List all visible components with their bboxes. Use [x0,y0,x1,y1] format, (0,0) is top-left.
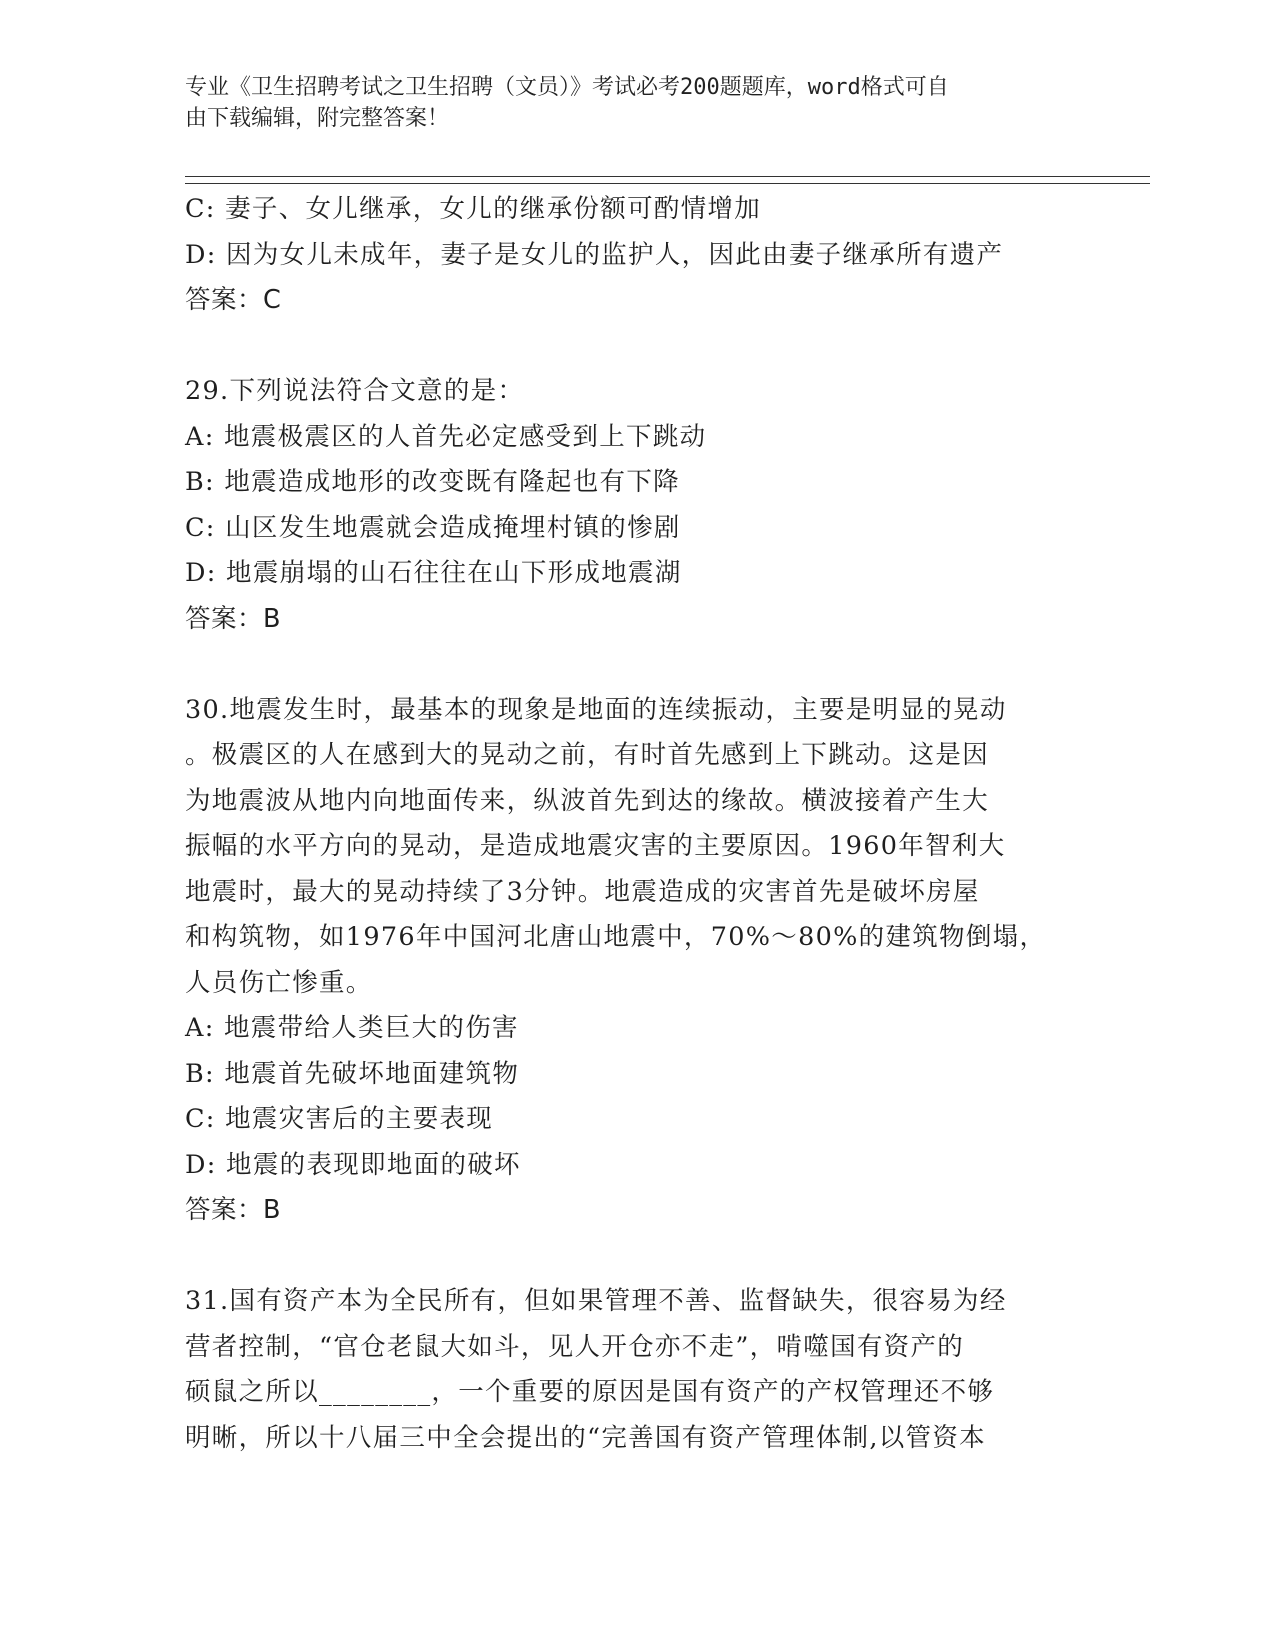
question-31 [185,1279,1065,1461]
option-c: C: 地震灾害后的主要表现 [185,1104,494,1134]
answer-line: 答案：B [185,1195,281,1225]
question-stem [185,1279,1065,1461]
stem-line: 为地震波从地内向地面传来，纵波首先到达的缘故。横波接着产生大 [185,785,990,816]
option-a: A: 地震带给人类巨大的伤害 [185,1013,519,1043]
option-d: D: 地震的表现即地面的破坏 [185,1149,521,1180]
option-a: A: 地震极震区的人首先必定感受到上下跳动 [185,421,707,452]
header-divider-bottom [185,183,1150,184]
option-d: D: 因为女儿未成年，妻子是女儿的监护人，因此由妻子继承所有遗产 [185,239,1004,270]
header-line-1: 专业《卫生招聘考试之卫生招聘（文员）》考试必考200题题库，word格式可自 [185,75,949,100]
header-line-2: 由下载编辑，附完整答案！ [185,106,450,131]
question-stem [185,688,1065,1007]
question-30 [185,688,1065,1234]
option-c: C: 山区发生地震就会造成掩埋村镇的惨剧 [185,512,681,543]
question-29 [185,369,1065,642]
stem-line: 人员伤亡惨重。 [185,967,373,998]
document-header [185,72,1065,134]
stem-line: 明晰，所以十八届三中全会提出的“完善国有资产管理体制,以管资本 [185,1422,986,1453]
option-d: D: 地震崩塌的山石往往在山下形成地震湖 [185,558,682,588]
stem-line: 30.地震发生时，最基本的现象是地面的连续振动，主要是明显的晃动 [185,694,1007,725]
question-stem: 29.下列说法符合文意的是： [185,376,525,406]
stem-line: 地震时，最大的晃动持续了3分钟。地震造成的灾害首先是破坏房屋 [185,876,980,907]
stem-line: 硕鼠之所以________，一个重要的原因是国有资产的产权管理还不够 [185,1377,995,1407]
answer-line: 答案：B [185,603,281,634]
question-28-tail [185,187,1065,324]
stem-line: 31.国有资产本为全民所有，但如果管理不善、监督缺失，很容易为经 [185,1286,1007,1316]
stem-line: 。极震区的人在感到大的晃动之前，有时首先感到上下跳动。这是因 [185,740,990,770]
stem-line: 振幅的水平方向的晃动，是造成地震灾害的主要原因。1960年智利大 [185,831,1006,861]
option-b: B: 地震首先破坏地面建筑物 [185,1058,520,1089]
stem-line: 营者控制，“官仓老鼠大如斗，见人开仓亦不走”，啃噬国有资产的 [185,1331,965,1362]
answer-line: 答案：C [185,285,282,315]
option-c: C: 妻子、女儿继承，女儿的继承份额可酌情增加 [185,194,762,224]
header-divider-top [185,176,1150,177]
stem-line: 和构筑物，如1976年中国河北唐山地震中，70%～80%的建筑物倒塌， [185,922,1047,952]
option-b: B: 地震造成地形的改变既有隆起也有下降 [185,467,680,497]
document-body [185,187,1065,1461]
